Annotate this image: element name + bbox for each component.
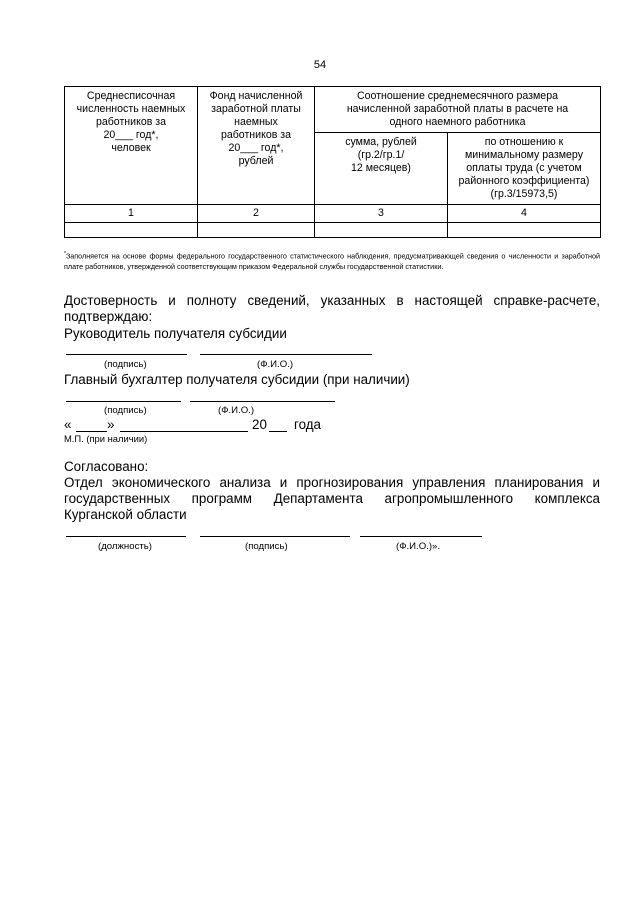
agreed-label: Согласовано: <box>64 459 149 474</box>
caption-signature: (подпись) <box>104 359 147 370</box>
stamp-note: М.П. (при наличии) <box>64 433 148 444</box>
column-number: 1 <box>65 205 198 223</box>
head-label: Руководитель получателя субсидии <box>64 326 287 341</box>
accountant-label: Главный бухгалтер получателя субсидии (при наличии) <box>64 372 410 387</box>
agreed-fio-line[interactable] <box>360 536 482 537</box>
accountant-signature-line[interactable] <box>66 401 181 402</box>
head-signature-line[interactable] <box>66 354 187 355</box>
position-line[interactable] <box>66 536 186 537</box>
caption-fio-end: (Ф.И.О.)». <box>396 541 441 552</box>
caption-position: (должность) <box>98 541 152 552</box>
table-cell[interactable] <box>448 223 601 238</box>
table-data-row <box>65 223 601 238</box>
header-salary-ratio: Соотношение среднемесячного размера начисленной заработной платы в расчете на одного наемного работника <box>315 87 601 133</box>
header-sum-rubles: сумма, рублей (гр.2/гр.1/ 12 месяцев) <box>315 133 448 205</box>
table-cell[interactable] <box>198 223 315 238</box>
column-number: 2 <box>198 205 315 223</box>
department-text: Отдел экономического анализа и прогнозирования управления планирования и государственных программ Департамента агропромышленного комплекса <box>64 475 600 506</box>
date-month-line[interactable] <box>120 431 248 432</box>
date-year-prefix: 20 <box>252 417 267 432</box>
accountant-fio-line[interactable] <box>190 401 335 402</box>
column-number: 4 <box>448 205 601 223</box>
footnote-text: Заполняется на основе формы федерального государственного статистического наблюдения, предусматривающей сведения о численности и заработной плате работников, утвержденной соответствующим приказом Федеральной службы государственной статистики. <box>64 251 600 271</box>
caption-fio: (Ф.И.О.) <box>218 405 255 416</box>
date-year-word: года <box>294 417 322 432</box>
table-number-row <box>65 205 601 223</box>
table-header-row <box>65 87 601 133</box>
table-cell[interactable] <box>65 223 198 238</box>
column-number: 3 <box>315 205 448 223</box>
date-day-line[interactable] <box>76 431 107 432</box>
department-text-tail: Курганской области <box>64 507 187 522</box>
caption-fio: (Ф.И.О.) <box>257 359 294 370</box>
confirmation-text: Достоверность и полноту сведений, указанных в настоящей справке-расчете, подтверждаю: <box>64 293 600 324</box>
table-cell[interactable] <box>315 223 448 238</box>
date-close-quote: » <box>107 417 115 432</box>
report-table <box>64 86 601 238</box>
date-open-quote: « <box>64 417 72 432</box>
head-fio-line[interactable] <box>200 354 372 355</box>
caption-signature: (подпись) <box>104 405 147 416</box>
agreed-signature-line[interactable] <box>200 536 350 537</box>
page-number: 54 <box>313 59 327 71</box>
caption-signature: (подпись) <box>245 541 288 552</box>
footnote <box>64 249 600 273</box>
footnote-mark: * <box>64 251 66 257</box>
header-avg-headcount: Среднесписочная численность наемных работников за 20___ год*, человек <box>65 87 198 205</box>
header-payroll-fund: Фонд начисленной заработной платы наемных работников за 20___ год*, рублей <box>198 87 315 205</box>
header-minimum-wage-ratio: по отношению к минимальному размеру оплаты труда (с учетом районного коэффициента) (гр.3/15973,5) <box>448 133 601 205</box>
date-year-line[interactable] <box>269 431 287 432</box>
